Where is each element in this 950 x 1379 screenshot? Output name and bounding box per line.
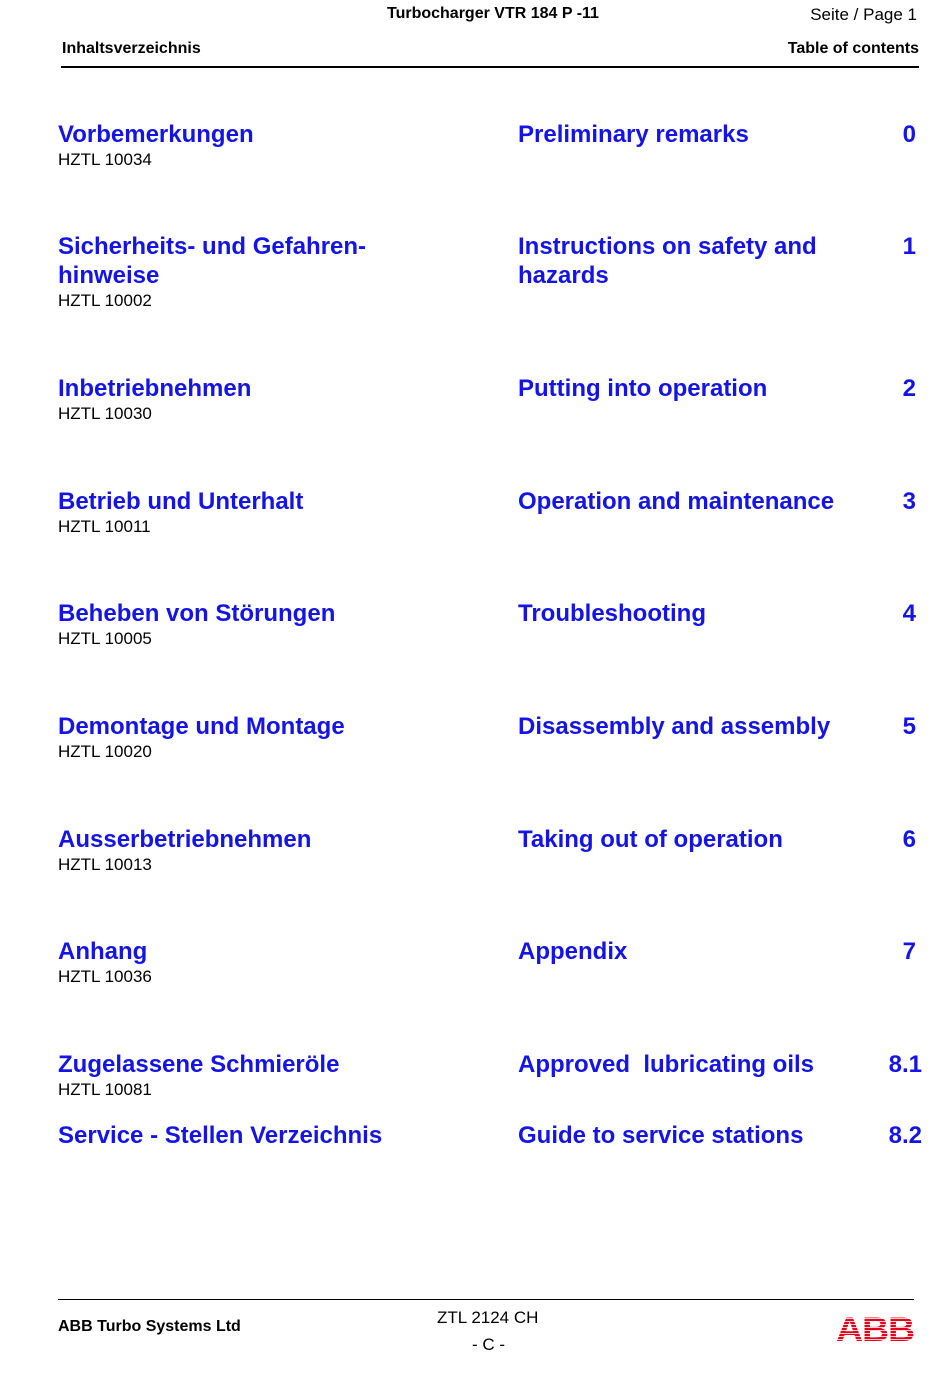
document-title: Turbocharger VTR 184 P -11	[387, 5, 599, 22]
footer-divider	[58, 1299, 914, 1300]
company-name: ABB Turbo Systems Ltd	[58, 1318, 241, 1335]
svg-text:ABB: ABB	[836, 1313, 914, 1343]
section-title-de: Inhaltsverzeichnis	[62, 40, 201, 57]
chapter-number[interactable]: 0	[902, 121, 916, 148]
revision-label: - C -	[472, 1335, 506, 1354]
document-code: HZTL 10002	[58, 291, 152, 310]
chapter-number[interactable]: 5	[902, 713, 916, 740]
section-title-en: Table of contents	[787, 40, 919, 57]
toc-link-en[interactable]: Disassembly and assembly	[518, 713, 831, 740]
toc-link-de[interactable]: Vorbemerkungen	[58, 121, 254, 148]
document-code: HZTL 10005	[58, 629, 152, 648]
toc-link-de[interactable]: Service - Stellen Verzeichnis	[58, 1122, 383, 1149]
chapter-number[interactable]: 6	[902, 826, 916, 853]
toc-link-de[interactable]: Demontage und Montage	[58, 713, 345, 740]
chapter-number[interactable]: 4	[902, 600, 916, 627]
toc-link-en[interactable]: Operation and maintenance	[518, 488, 835, 515]
document-code: HZTL 10011	[58, 517, 151, 536]
document-code: HZTL 10036	[58, 967, 152, 986]
toc-link-de[interactable]: Beheben von Störungen	[58, 600, 336, 627]
toc-link-en[interactable]: Appendix	[518, 938, 628, 965]
toc-link-en[interactable]: Taking out of operation	[518, 826, 783, 853]
chapter-number[interactable]: 3	[902, 488, 916, 515]
toc-link-de[interactable]: Zugelassene Schmieröle	[58, 1051, 340, 1078]
chapter-number[interactable]: 8.1	[888, 1051, 922, 1078]
toc-link-en[interactable]: Approved lubricating oils	[518, 1051, 815, 1078]
toc-link-en[interactable]: Preliminary remarks	[518, 121, 749, 148]
toc-link-de[interactable]: Sicherheits- und Gefahren- hinweise	[58, 233, 367, 289]
document-number: ZTL 2124 CH	[437, 1308, 539, 1327]
document-code: HZTL 10034	[58, 150, 152, 169]
document-code: HZTL 10081	[58, 1080, 152, 1099]
toc-link-en[interactable]: Putting into operation	[518, 375, 768, 402]
chapter-number[interactable]: 7	[902, 938, 916, 965]
toc-link-de[interactable]: Anhang	[58, 938, 148, 965]
document-code: HZTL 10030	[58, 404, 152, 423]
toc-link-de[interactable]: Ausserbetriebnehmen	[58, 826, 312, 853]
toc-link-en[interactable]: Guide to service stations	[518, 1122, 804, 1149]
toc-link-en[interactable]: Troubleshooting	[518, 600, 706, 627]
document-code: HZTL 10020	[58, 742, 152, 761]
chapter-number[interactable]: 2	[902, 375, 916, 402]
toc-link-de[interactable]: Inbetriebnehmen	[58, 375, 252, 402]
chapter-number[interactable]: 1	[902, 233, 916, 260]
header-divider	[61, 66, 919, 68]
page-number: Seite / Page 1	[810, 5, 917, 24]
chapter-number[interactable]: 8.2	[888, 1122, 922, 1149]
abb-logo	[836, 1313, 914, 1343]
document-code: HZTL 10013	[58, 855, 152, 874]
toc-link-de[interactable]: Betrieb und Unterhalt	[58, 488, 304, 515]
toc-link-en[interactable]: Instructions on safety and hazards	[518, 233, 817, 289]
